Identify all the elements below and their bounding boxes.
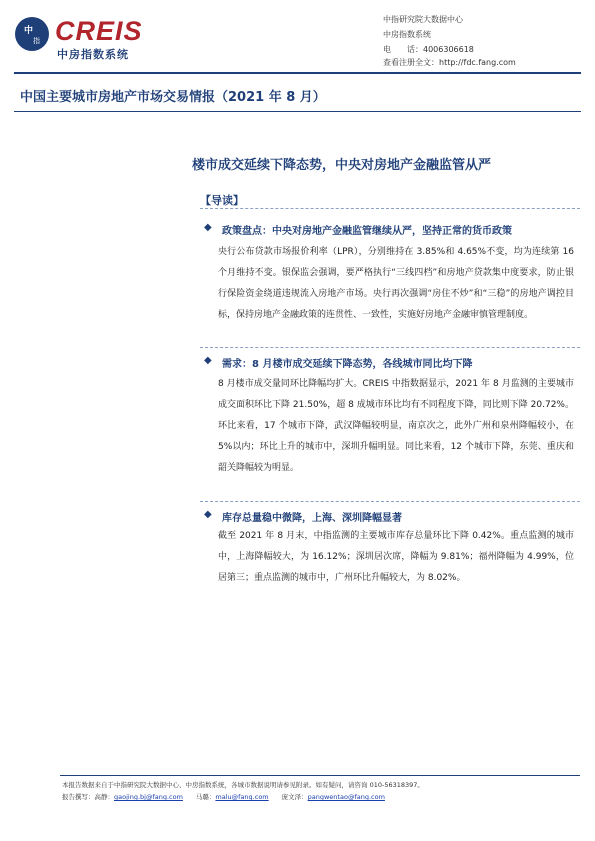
section-title-policy: 政策盘点：中央对房地产金融监管继续从严，坚持正常的货币政策 <box>222 226 512 237</box>
logo-emblem <box>15 17 49 51</box>
footer-rule <box>60 775 580 776</box>
footer-authors-prefix: 报告撰写：高静： <box>62 793 114 801</box>
email-link-gaojing[interactable]: gaojing.bj@fang.com <box>114 793 183 801</box>
email-link-malu[interactable]: malu@fang.com <box>215 793 269 801</box>
email-link-pangwentao[interactable]: pangwentao@fang.com <box>307 793 385 801</box>
section-title-inventory: 库存总量稳中微降，上海、深圳降幅显著 <box>222 513 402 524</box>
logo-wordmark: CREIS <box>55 16 143 46</box>
contact-line-url[interactable]: 查看注册全文：http://fdc.fang.com <box>383 58 516 67</box>
contact-line-org: 中指研究院大数据中心 <box>383 15 463 24</box>
contact-line-system: 中房指数系统 <box>383 30 431 39</box>
section-paragraph-inventory: 截至 2021 年 8 月末，中指监测的主要城市库存总量环比下降 0.42%。重点监测的城市中，上海降幅较大，为 16.12%；深圳居次席，降幅为 9.81%；福州降幅为 4.99%，位居第三；重点监测的城市中，广州环比升幅较大，为 8.02%。 <box>218 531 574 583</box>
logo-emblem-char-top: 中 <box>24 26 34 36</box>
footer-authors <box>62 793 385 802</box>
footer-authors-sep: 庞文泽： <box>268 793 308 801</box>
footer-note: 本报告数据来自于中指研究院大数据中心、中房指数系统，各城市数据说明请参见附录。如有疑问，请咨询 010-56318397。 <box>62 781 424 789</box>
logo-subtitle: 中房指数系统 <box>57 48 129 61</box>
section-paragraph-demand: 8 月楼市成交量同环比降幅均扩大。CREIS 中指数据显示，2021 年 8 月监测的主要城市成交面积环比下降 21.50%，超 8 成城市环比均有不同程度下降，同比则下降 20.72%。环比来看，17 个城市下降，武汉降幅较明显，南京次之，此外广州和泉州降幅较小，在 5%以内；环比上升的城市中，深圳升幅明显。同比来看，12 个城市下降，东莞、重庆和韶关降幅较为明显。 <box>218 379 574 473</box>
intro-divider <box>200 208 580 209</box>
section-divider <box>200 347 580 348</box>
header-rule-top <box>14 72 581 74</box>
section-paragraph-policy: 央行公布贷款市场报价利率（LPR），分别维持在 3.85%和 4.65%不变，均为连续第 16 个月维持不变。银保监会强调，要严格执行“三线四档”和房地产贷款集中度要求，防止银行保险资金绕道违规流入房地产市场。央行再次强调“房住不炒”和“三稳”的房地产调控目标，保持房地产金融政策的连贯性、一致性，实施好房地产金融审慎管理制度。 <box>218 247 574 320</box>
section-divider <box>200 501 580 502</box>
logo-emblem-char-bottom: 指 <box>33 37 40 45</box>
report-title: 中国主要城市房地产市场交易情报（2021 年 8 月） <box>20 90 326 105</box>
section-title-demand: 需求：8 月楼市成交延续下降态势，各线城市同比均下降 <box>222 359 473 370</box>
section-bullet-icon: ◆ <box>204 355 212 366</box>
intro-label: 【导读】 <box>200 194 244 207</box>
report-headline: 楼市成交延续下降态势，中央对房地产金融监管从严 <box>192 158 492 173</box>
section-bullet-icon: ◆ <box>204 509 212 520</box>
footer-authors-sep: 马璐： <box>182 793 216 801</box>
header-rule-bottom <box>14 111 581 112</box>
section-bullet-icon: ◆ <box>204 222 212 233</box>
contact-line-phone: 电 话：4006306618 <box>383 45 474 54</box>
